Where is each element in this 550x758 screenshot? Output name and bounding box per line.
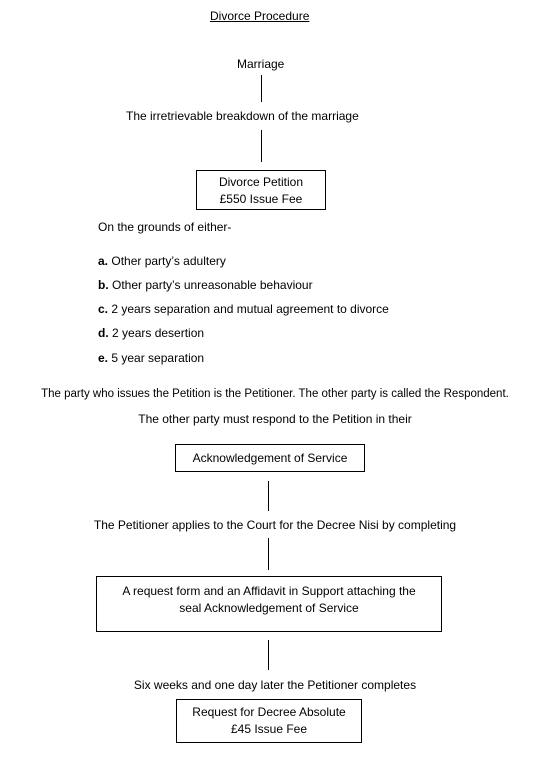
decree-nisi-note: The Petitioner applies to the Court for the Decree Nisi by completing — [93, 518, 457, 532]
decree-absolute-fee: £45 Issue Fee — [230, 722, 308, 736]
marriage-label: Marriage — [237, 57, 285, 71]
divorce-petition-title: Divorce Petition — [218, 175, 304, 189]
grounds-text: Other party’s adultery — [111, 254, 226, 268]
grounds-item-d — [98, 326, 204, 341]
grounds-letter: c. — [98, 302, 109, 316]
connector-line-4 — [268, 538, 269, 570]
grounds-text: 2 years desertion — [112, 326, 205, 340]
request-form-line-1: A request form and an Affidavit in Support attaching the — [122, 584, 416, 598]
acknowledgement-box: Acknowledgement of Service — [175, 444, 365, 472]
connector-line-1 — [261, 75, 262, 102]
grounds-letter: b. — [98, 278, 109, 292]
grounds-item-b — [98, 278, 313, 293]
decree-absolute-box — [176, 699, 362, 743]
grounds-text: 5 year separation — [111, 351, 205, 365]
grounds-letter: d. — [98, 326, 109, 340]
grounds-item-c — [98, 302, 389, 317]
grounds-letter: e. — [98, 351, 109, 365]
breakdown-label: The irretrievable breakdown of the marriage — [126, 109, 359, 123]
grounds-item-e — [98, 351, 204, 366]
grounds-intro: On the grounds of either- — [98, 220, 232, 234]
respond-note: The other party must respond to the Petition in their — [138, 412, 412, 426]
divorce-petition-box — [196, 170, 326, 210]
grounds-letter: a. — [98, 254, 109, 268]
decree-absolute-title: Request for Decree Absolute — [192, 705, 346, 719]
grounds-text: 2 years separation and mutual agreement to divorce — [111, 302, 389, 316]
divorce-petition-fee: £550 Issue Fee — [219, 192, 303, 206]
request-form-box — [96, 576, 442, 632]
connector-line-2 — [261, 130, 262, 162]
connector-line-5 — [268, 640, 269, 670]
grounds-item-a — [98, 254, 226, 269]
grounds-text: Other party’s unreasonable behaviour — [112, 278, 313, 292]
parties-note: The party who issues the Petition is the Petitioner. The other party is called the Respondent. — [41, 388, 509, 400]
six-weeks-note: Six weeks and one day later the Petitioner completes — [133, 678, 417, 692]
connector-line-3 — [268, 481, 269, 511]
diagram-title: Divorce Procedure — [210, 9, 310, 23]
request-form-line-2: seal Acknowledgement of Service — [179, 601, 359, 615]
